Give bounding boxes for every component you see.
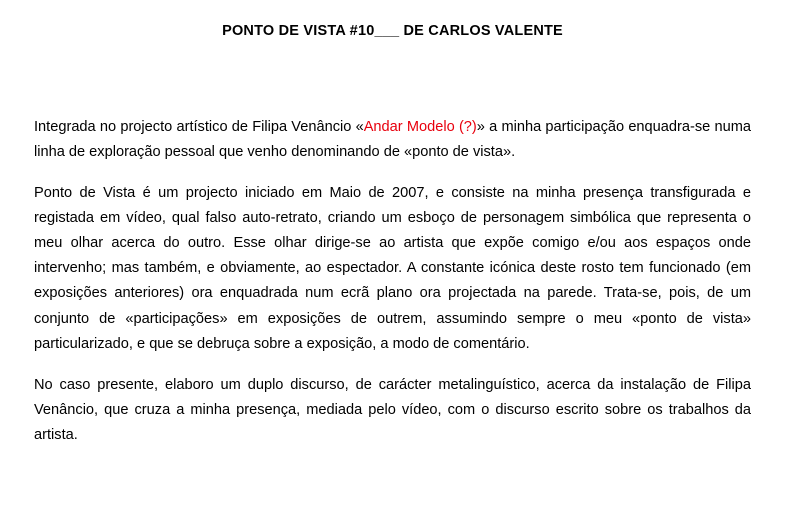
paragraph-text: No caso presente, elaboro um duplo discurso, de carácter metalinguístico, acerca da instalação de Filipa Venâncio, que cruza a minha presença, mediada pelo vídeo, com o discurso escrito sobre os trabalhos da artista. (34, 376, 751, 443)
paragraph-text: Ponto de Vista é um projecto iniciado em Maio de 2007, e consiste na minha presença transfigurada e registada em vídeo, qual falso auto-retrato, criando um esboço de personagem simbólica que representa o meu olhar acerca do outro. Esse olhar dirige-se ao artista que expõe comigo e/ou aos espaços onde intervenho; mas também, e obviamente, ao espectador. A constante icónica deste rosto tem funcionado (em exposições anteriores) ora enquadrada num ecrã plano ora projectada na parede. Trata-se, pois, de um conjunto de «participações» em exposições de outrem, assumindo sempre o meu «ponto de vista» particularizado, e que se debruça sobre a exposição, a modo de comentário. (34, 185, 751, 352)
paragraph-1 (34, 115, 751, 165)
document-body (34, 115, 751, 448)
paragraph-3 (34, 373, 751, 448)
highlighted-title-text: Andar Modelo (?) (363, 118, 477, 135)
paragraph-text: » a minha participação enquadra-se numa linha de exploração pessoal que venho denominando de «ponto de vista». (34, 118, 751, 160)
paragraph-text: Integrada no projecto artístico de Filipa Venâncio « (34, 118, 364, 135)
page-title: PONTO DE VISTA #10___ DE CARLOS VALENTE (222, 23, 563, 39)
paragraph-2 (34, 181, 751, 357)
